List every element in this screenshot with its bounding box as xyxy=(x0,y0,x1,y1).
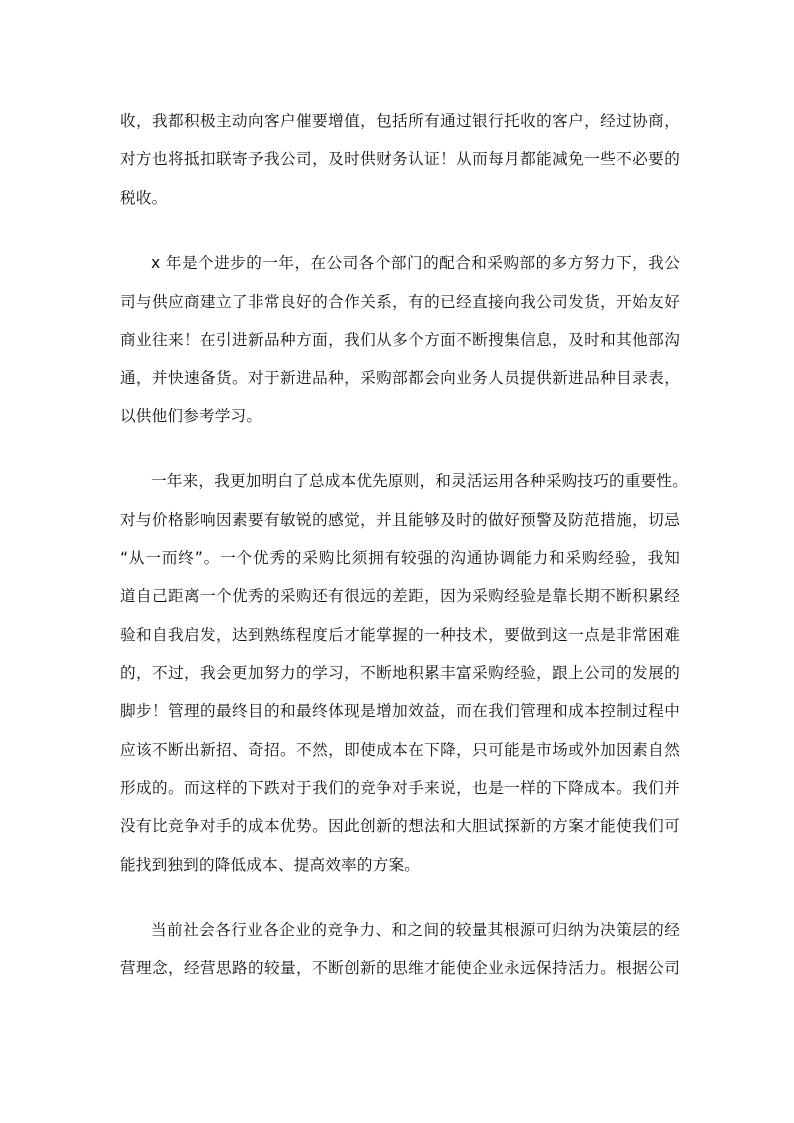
paragraph-3-line-4: 道自己距离一个优秀的采购还有很远的差距，因为采购经验是靠长期不断积累经 xyxy=(120,587,680,605)
paragraph-3-line-5: 验和自我启发，达到熟练程度后才能掌握的一种技术，要做到这一点是非常困难 xyxy=(120,626,680,644)
paragraph-1-line-3: 税收。 xyxy=(120,189,168,207)
paragraph-3-line-3: “从一而终”。一个优秀的采购比须拥有较强的沟通协调能力和采购经验，我知 xyxy=(120,549,680,567)
paragraph-3-line-8: 应该不断出新招、奇招。不然，即使成本在下降，只可能是市场或外加因素自然 xyxy=(120,741,680,759)
paragraph-2-line-3: 商业往来！在引进新品种方面，我们从多个方面不断搜集信息，及时和其他部沟 xyxy=(120,331,680,349)
paragraph-3-line-2: 对与价格影响因素要有敏锐的感觉，并且能够及时的做好预警及防范措施，切忌 xyxy=(120,511,680,529)
paragraph-2-line-5: 以供他们参考学习。 xyxy=(120,407,263,425)
paragraph-3-line-11: 能找到独到的降低成本、提高效率的方案。 xyxy=(120,856,421,874)
paragraph-2-line-4: 通，并快速备货。对于新进品种，采购部都会向业务人员提供新进品种目录表， xyxy=(120,369,680,387)
paragraph-3-line-7: 脚步！管理的最终目的和最终体现是增加效益，而在我们管理和成本控制过程中 xyxy=(120,702,680,720)
paragraph-3-line-1: 一年来，我更加明白了总成本优先原则，和灵活运用各种采购技巧的重要性。 xyxy=(151,472,688,490)
paragraph-1-line-1: 收，我都积极主动向客户催要增值，包括所有通过银行托收的客户，经过协商， xyxy=(120,112,680,130)
paragraph-1-line-2: 对方也将抵扣联寄予我公司，及时供财务认证！从而每月都能减免一些不必要的 xyxy=(120,150,680,168)
paragraph-3-line-9: 形成的。而这样的下跌对于我们的竞争对手来说，也是一样的下降成本。我们并 xyxy=(120,779,680,797)
paragraph-3-line-6: 的，不过，我会更加努力的学习，不断地积累丰富采购经验，跟上公司的发展的 xyxy=(120,664,680,682)
paragraph-4-line-1: 当前社会各行业各企业的竞争力、和之间的较量其根源可归纳为决策层的经 xyxy=(151,921,680,939)
paragraph-2-line-2: 司与供应商建立了非常良好的合作关系，有的已经直接向我公司发货，开始友好 xyxy=(120,293,680,311)
paragraph-4-line-2: 营理念，经营思路的较量，不断创新的思维才能使企业永远保持活力。根据公司 xyxy=(120,959,680,977)
paragraph-2-line-1: x 年是个进步的一年，在公司各个部门的配合和采购部的多方努力下，我公 xyxy=(151,254,680,272)
paragraph-3-line-10: 没有比竞争对手的成本优势。因此创新的想法和大胆试探新的方案才能使我们可 xyxy=(120,817,680,835)
